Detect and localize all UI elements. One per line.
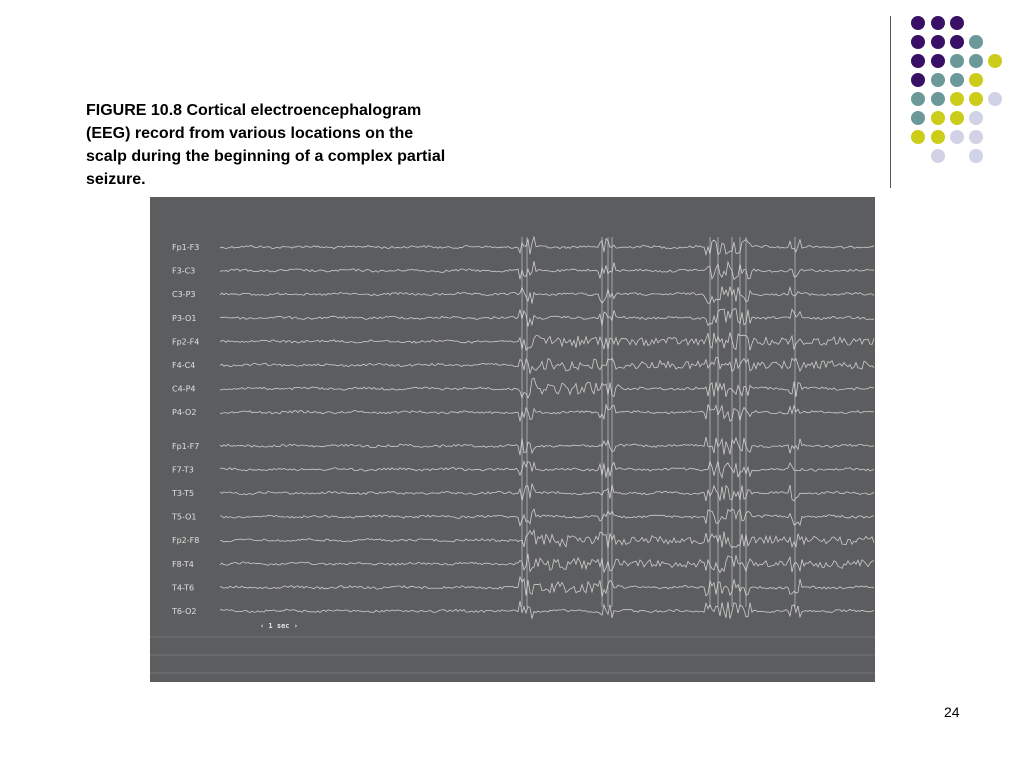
decorative-dot [969,111,983,125]
decorative-dot [931,73,945,87]
eeg-channel-label: F8-T4 [172,559,194,569]
eeg-channel-label: Fp2-F4 [172,337,200,347]
decorative-dot [911,73,925,87]
eeg-channel-label: T3-T5 [172,489,195,498]
decorative-dot [931,130,945,144]
decorative-dot [950,35,964,49]
decorative-dot [931,92,945,106]
eeg-channel-label: T5-O1 [172,512,197,522]
decorative-dot [969,54,983,68]
eeg-channel-label: C3-P3 [172,290,196,300]
decorative-dot [969,92,983,106]
eeg-time-scale-label: ‹ 1 sec › [260,622,298,630]
eeg-channel-label: P4-O2 [172,408,197,418]
eeg-channel-label: P3-O1 [172,313,197,323]
decorative-dot [950,130,964,144]
eeg-channel-label: Fp2-F8 [172,536,200,546]
decorative-dot [911,16,925,30]
eeg-channel-label: T6-O2 [172,607,197,616]
eeg-channel-label: C4-P4 [172,384,196,394]
decorative-dot [931,16,945,30]
decorative-dot [950,73,964,87]
figure-caption: FIGURE 10.8 Cortical electroencephalogram (EEG) record from various locations on the scalp during the beginning of a complex partial seizure. [86,102,446,188]
decorative-dot [969,130,983,144]
eeg-channel-label: F3-C3 [172,266,196,276]
decorative-dot [911,92,925,106]
decorative-dot [950,54,964,68]
eeg-channel-label: Fp1-F7 [172,441,200,451]
decorative-dot [911,130,925,144]
decorative-dot [950,92,964,106]
decorative-dot [931,35,945,49]
eeg-figure [150,197,875,682]
eeg-channel-label: F7-T3 [172,465,194,475]
decorative-dot [950,111,964,125]
eeg-channel-label: T4-T6 [172,583,195,593]
decorative-dot [911,35,925,49]
divider-line [890,16,891,188]
eeg-background [150,197,875,682]
decorative-dot [931,111,945,125]
decorative-dot [931,149,945,163]
decorative-dot [931,54,945,68]
decorative-dot [988,92,1002,106]
decorative-dot [969,149,983,163]
decorative-dot [988,54,1002,68]
decorative-dot [969,35,983,49]
page-number: 24 [944,704,960,720]
decorative-dot [969,73,983,87]
decorative-dot [911,111,925,125]
eeg-channel-label: F4-C4 [172,361,196,370]
decorative-dot [911,54,925,68]
eeg-channel-label: Fp1-F3 [172,243,200,252]
decorative-dot [950,16,964,30]
